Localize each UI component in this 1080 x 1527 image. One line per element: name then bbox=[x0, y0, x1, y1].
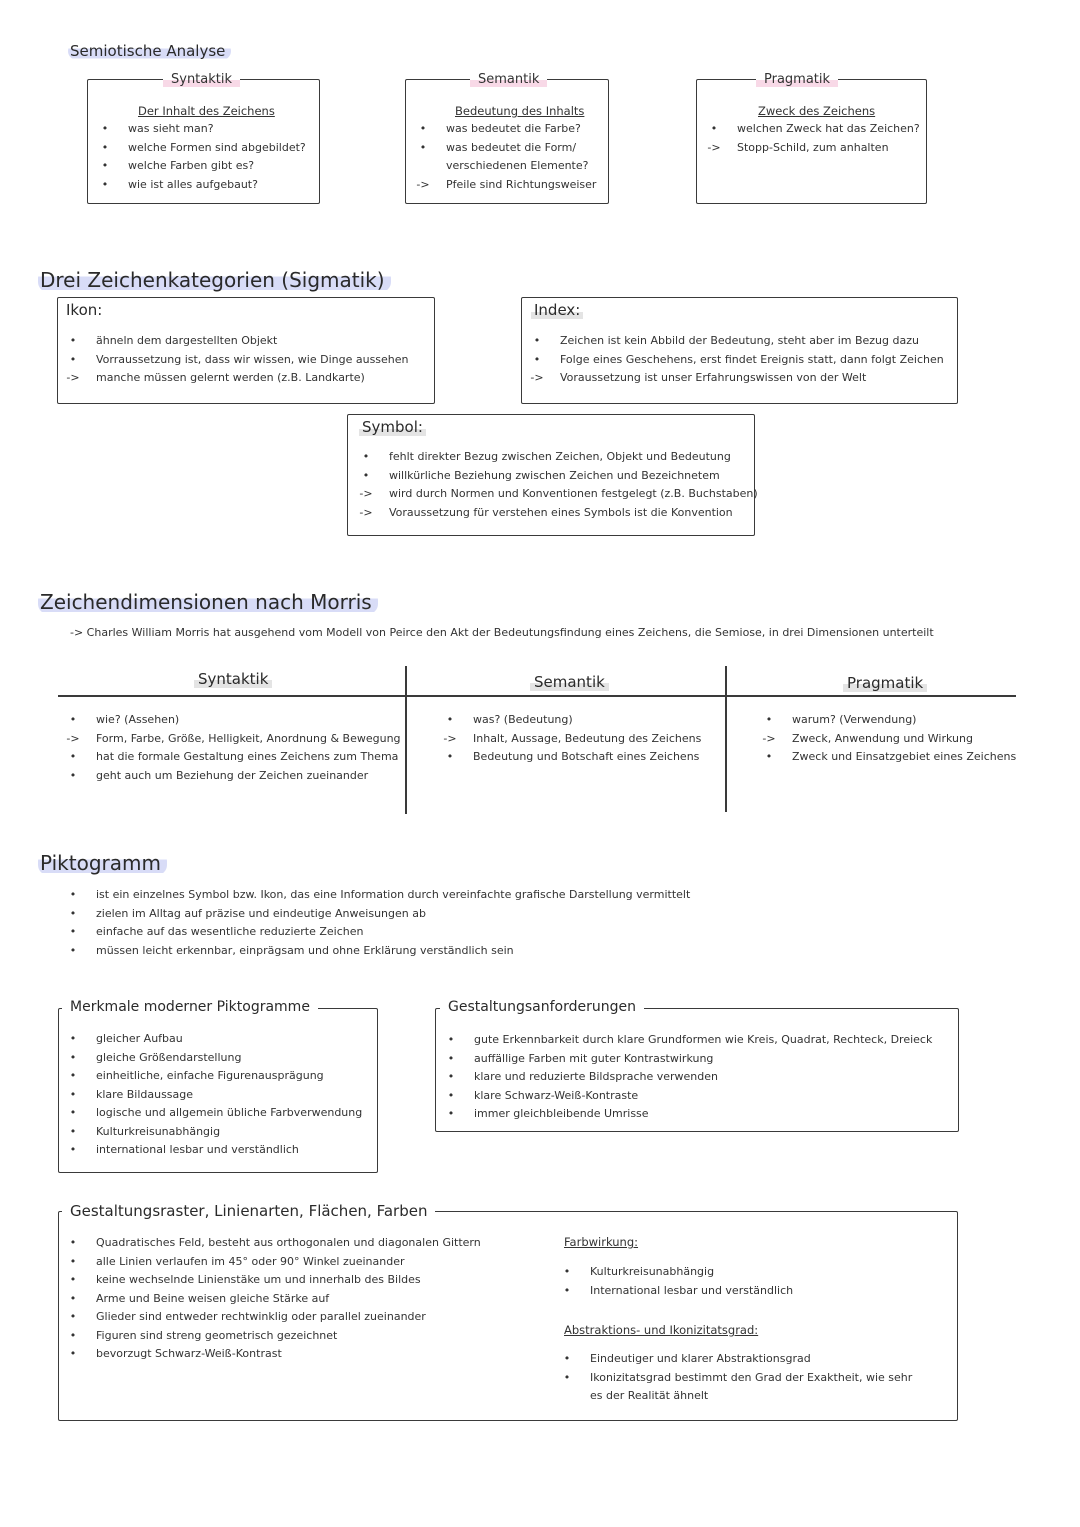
list-item-text: willkürliche Beziehung zwischen Zeichen und Bezeichnetem bbox=[389, 468, 720, 482]
list-item-text: Inhalt, Aussage, Bedeutung des Zeichens bbox=[473, 731, 702, 745]
list-item bbox=[441, 748, 701, 767]
list-item-text: gute Erkennbarkeit durch klare Grundformen wie Kreis, Quadrat, Rechteck, Dreieck bbox=[474, 1033, 933, 1046]
anforderungen-list bbox=[442, 1031, 932, 1124]
list-item bbox=[441, 711, 701, 730]
list-item bbox=[64, 332, 409, 351]
list-item bbox=[705, 120, 920, 139]
list-item-text: was bedeutet die Farbe? bbox=[446, 122, 581, 135]
list-item-text: fehlt direkter Bezug zwischen Zeichen, Objekt und Bedeutung bbox=[389, 450, 731, 463]
semiotic-title: Semiotische Analyse bbox=[68, 42, 231, 60]
list-item bbox=[760, 730, 1016, 749]
morris-col-semantik-head: Semantik bbox=[530, 673, 609, 691]
morris-col-pragmatik-list bbox=[760, 711, 1016, 767]
abstraktion-list bbox=[558, 1350, 912, 1406]
morris-col-semantik-list bbox=[441, 711, 701, 767]
list-item bbox=[96, 120, 306, 139]
ikon-title: Ikon: bbox=[66, 301, 103, 319]
list-item-text: was sieht man? bbox=[128, 122, 214, 135]
list-item-text: einheitliche, einfache Figurenausprägung bbox=[96, 1069, 324, 1082]
index-title: Index: bbox=[531, 301, 583, 319]
raster-title: Gestaltungsraster, Linienarten, Flächen, Farben bbox=[62, 1202, 435, 1220]
list-item-text: Zweck, Anwendung und Wirkung bbox=[792, 731, 973, 745]
list-item-text: müssen leicht erkennbar, einprägsam und ohne Erklärung verständlich sein bbox=[96, 943, 514, 957]
list-item-text: International lesbar und verständlich bbox=[590, 1283, 794, 1297]
list-item bbox=[357, 467, 758, 486]
list-item bbox=[64, 1104, 362, 1123]
list-item bbox=[64, 1086, 362, 1105]
morris-col-syntaktik-list bbox=[64, 711, 401, 785]
morris-table-hline bbox=[58, 695, 1016, 697]
syntaktik-title: Syntaktik bbox=[163, 72, 240, 87]
morris-intro: -> Charles William Morris hat ausgehend vom Modell von Peirce den Akt der Bedeutungsfindung eines Zeichens, die Semiose, in drei Dimensionen unterteilt bbox=[70, 626, 934, 639]
list-item-text: immer gleichbleibende Umrisse bbox=[474, 1107, 649, 1120]
list-item-text: warum? (Verwendung) bbox=[792, 713, 917, 726]
list-item bbox=[96, 139, 306, 158]
list-item-text: wird durch Normen und Konventionen festgelegt (z.B. Buchstaben) bbox=[389, 487, 758, 500]
list-item-text: manche müssen gelernt werden (z.B. Landkarte) bbox=[96, 371, 365, 384]
list-item-text: welche Farben gibt es? bbox=[128, 159, 255, 172]
list-item-text: Zeichen ist kein Abbild der Bedeutung, steht aber im Bezug dazu bbox=[560, 334, 919, 347]
merkmale-title: Merkmale moderner Piktogramme bbox=[62, 999, 318, 1015]
list-item bbox=[64, 730, 401, 749]
list-item bbox=[64, 1141, 362, 1160]
list-item bbox=[558, 1282, 793, 1301]
list-item-text: Figuren sind streng geometrisch gezeichnet bbox=[96, 1328, 338, 1342]
list-item-text: auffällige Farben mit guter Kontrastwirkung bbox=[474, 1051, 714, 1065]
list-item bbox=[64, 767, 401, 786]
morris-table-vline-1 bbox=[405, 666, 407, 814]
list-item-text: zielen im Alltag auf präzise und eindeutige Anweisungen ab bbox=[96, 906, 426, 920]
list-item bbox=[528, 351, 944, 370]
list-item-text: wie ist alles aufgebaut? bbox=[128, 177, 258, 191]
anforderungen-title: Gestaltungsanforderungen bbox=[440, 999, 644, 1015]
list-item bbox=[442, 1068, 932, 1087]
list-item bbox=[64, 905, 690, 924]
list-item bbox=[357, 485, 758, 504]
syntaktik-list bbox=[96, 120, 306, 194]
list-item-text: Quadratisches Feld, besteht aus orthogonalen und diagonalen Gittern bbox=[96, 1236, 481, 1249]
list-item-text: Voraussetzung ist unser Erfahrungswissen von der Welt bbox=[560, 371, 867, 384]
pikto-title: Piktogramm bbox=[38, 851, 167, 875]
list-item bbox=[760, 748, 1016, 767]
pragmatik-list bbox=[705, 120, 920, 157]
list-item bbox=[357, 448, 758, 467]
list-item bbox=[64, 1345, 481, 1364]
list-item bbox=[442, 1050, 932, 1069]
list-item bbox=[528, 332, 944, 351]
list-item bbox=[96, 157, 306, 176]
farbwirkung-list bbox=[558, 1263, 793, 1300]
list-item-text: Zweck und Einsatzgebiet eines Zeichens bbox=[792, 750, 1017, 763]
list-item-text: hat die formale Gestaltung eines Zeichens zum Thema bbox=[96, 750, 399, 763]
list-item-text: es der Realität ähnelt bbox=[590, 1389, 709, 1402]
list-item bbox=[558, 1350, 912, 1369]
index-list bbox=[528, 332, 944, 388]
list-item-text: was? (Bedeutung) bbox=[473, 713, 573, 726]
list-item-text: welche Formen sind abgebildet? bbox=[128, 140, 306, 154]
list-item bbox=[64, 711, 401, 730]
list-item bbox=[414, 176, 596, 195]
list-item-text: Glieder sind entweder rechtwinklig oder parallel zueinander bbox=[96, 1310, 426, 1323]
list-item-text: klare Bildaussage bbox=[96, 1087, 194, 1101]
list-item bbox=[96, 176, 306, 195]
list-item-text: was bedeutet die Form/ bbox=[446, 140, 577, 154]
syntaktik-subtitle: Der Inhalt des Zeichens bbox=[138, 104, 275, 118]
categories-title: Drei Zeichenkategorien (Sigmatik) bbox=[38, 268, 391, 292]
list-item bbox=[558, 1263, 793, 1282]
list-item-text: Arme und Beine weisen gleiche Stärke auf bbox=[96, 1291, 330, 1305]
list-item-text: Kulturkreisunabhängig bbox=[96, 1124, 221, 1138]
pikto-list bbox=[64, 886, 690, 960]
list-item-text: bevorzugt Schwarz-Weiß-Kontrast bbox=[96, 1347, 282, 1360]
list-item bbox=[64, 1290, 481, 1309]
list-item bbox=[64, 748, 401, 767]
list-item-text: ist ein einzelnes Symbol bzw. Ikon, das eine Information durch vereinfachte grafische Darstellung vermittelt bbox=[96, 888, 691, 901]
raster-left-list bbox=[64, 1234, 481, 1364]
semantik-list bbox=[414, 120, 596, 194]
list-item-text: keine wechselnde Linienstäke um und innerhalb des Bildes bbox=[96, 1273, 421, 1286]
list-item bbox=[64, 351, 409, 370]
symbol-title: Symbol: bbox=[359, 418, 426, 436]
pragmatik-subtitle: Zweck des Zeichens bbox=[758, 104, 876, 118]
list-item bbox=[414, 157, 596, 176]
farbwirkung-title: Farbwirkung: bbox=[564, 1235, 639, 1249]
list-item bbox=[64, 923, 690, 942]
symbol-list bbox=[357, 448, 758, 522]
list-item bbox=[705, 139, 920, 158]
list-item-text: Eindeutiger und klarer Abstraktionsgrad bbox=[590, 1352, 811, 1365]
list-item bbox=[64, 1030, 362, 1049]
list-item-text: klare Schwarz-Weiß-Kontraste bbox=[474, 1088, 639, 1102]
list-item bbox=[442, 1031, 932, 1050]
list-item-text: gleicher Aufbau bbox=[96, 1032, 183, 1045]
list-item-text: Voraussetzung für verstehen eines Symbols ist die Konvention bbox=[389, 505, 733, 519]
list-item-text: ähneln dem dargestellten Objekt bbox=[96, 334, 278, 347]
abstraktion-title: Abstraktions- und Ikonizitatsgrad: bbox=[564, 1323, 759, 1337]
list-item-text: wie? (Assehen) bbox=[96, 713, 180, 726]
list-item-text: Form, Farbe, Größe, Helligkeit, Anordnung & Bewegung bbox=[96, 731, 401, 745]
list-item bbox=[528, 369, 944, 388]
list-item-text: international lesbar und verständlich bbox=[96, 1143, 299, 1156]
list-item-text: Kulturkreisunabhängig bbox=[590, 1265, 715, 1278]
semantik-title: Semantik bbox=[470, 72, 547, 87]
list-item bbox=[64, 1049, 362, 1068]
list-item-text: gleiche Größendarstellung bbox=[96, 1050, 242, 1064]
list-item-text: Pfeile sind Richtungsweiser bbox=[446, 177, 597, 191]
list-item bbox=[760, 711, 1016, 730]
list-item bbox=[441, 730, 701, 749]
morris-col-pragmatik-head: Pragmatik bbox=[843, 674, 927, 692]
list-item bbox=[357, 504, 758, 523]
morris-table-vline-2 bbox=[725, 666, 727, 812]
ikon-list bbox=[64, 332, 409, 388]
semantik-subtitle: Bedeutung des Inhalts bbox=[455, 104, 585, 118]
morris-col-syntaktik-head: Syntaktik bbox=[194, 670, 272, 688]
list-item-text: Stopp-Schild, zum anhalten bbox=[737, 140, 889, 154]
list-item bbox=[64, 1123, 362, 1142]
morris-title: Zeichendimensionen nach Morris bbox=[38, 590, 378, 614]
list-item-text: logische und allgemein übliche Farbverwendung bbox=[96, 1106, 363, 1119]
merkmale-list bbox=[64, 1030, 362, 1160]
pragmatik-title: Pragmatik bbox=[756, 72, 838, 87]
list-item-text: geht auch um Beziehung der Zeichen zueinander bbox=[96, 768, 369, 782]
list-item bbox=[558, 1369, 912, 1388]
list-item-text: einfache auf das wesentliche reduzierte Zeichen bbox=[96, 925, 364, 938]
list-item bbox=[414, 120, 596, 139]
list-item-text: welchen Zweck hat das Zeichen? bbox=[737, 122, 920, 135]
list-item bbox=[64, 1067, 362, 1086]
list-item-text: alle Linien verlaufen im 45° oder 90° Winkel zueinander bbox=[96, 1254, 405, 1268]
list-item-text: verschiedenen Elemente? bbox=[446, 159, 589, 172]
list-item-text: Folge eines Geschehens, erst findet Ereignis statt, dann folgt Zeichen bbox=[560, 352, 944, 366]
list-item bbox=[64, 1253, 481, 1272]
list-item-text: Ikonizitatsgrad bestimmt den Grad der Exaktheit, wie sehr bbox=[590, 1370, 913, 1384]
list-item bbox=[442, 1105, 932, 1124]
list-item-text: Bedeutung und Botschaft eines Zeichens bbox=[473, 750, 700, 763]
list-item bbox=[64, 1271, 481, 1290]
list-item bbox=[64, 1327, 481, 1346]
list-item-text: klare und reduzierte Bildsprache verwenden bbox=[474, 1070, 718, 1083]
list-item bbox=[64, 1234, 481, 1253]
list-item bbox=[442, 1087, 932, 1106]
list-item bbox=[64, 886, 690, 905]
list-item bbox=[64, 369, 409, 388]
list-item-text: Vorraussetzung ist, dass wir wissen, wie Dinge aussehen bbox=[96, 352, 409, 366]
list-item bbox=[64, 942, 690, 961]
list-item bbox=[414, 139, 596, 158]
list-item bbox=[64, 1308, 481, 1327]
list-item bbox=[558, 1387, 912, 1406]
